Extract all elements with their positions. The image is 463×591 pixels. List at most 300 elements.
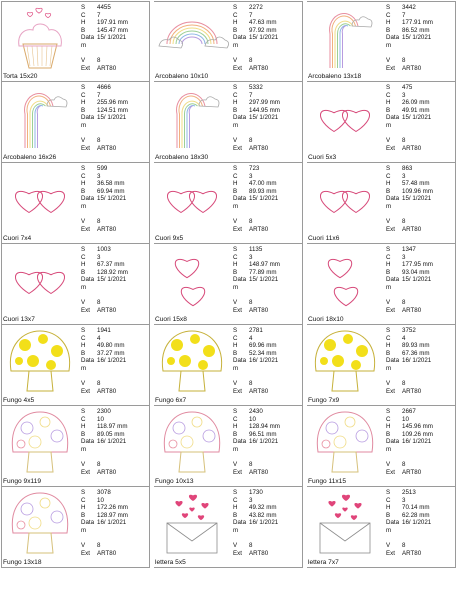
version-value: 8: [249, 299, 253, 307]
heart-left: [15, 191, 42, 212]
width-value: 77.89 mm: [249, 268, 277, 276]
design-thumbnail: [308, 165, 382, 233]
date-label: Data: [233, 438, 247, 446]
mushroom-cap: [317, 412, 372, 452]
colors-label: C: [81, 253, 86, 261]
height-value: 57.48 mm: [402, 180, 430, 188]
cap-spot: [17, 440, 25, 448]
liner-stripe: [37, 46, 38, 66]
version-label: V: [233, 57, 238, 65]
rainbow-arc: [187, 106, 195, 148]
design-name: Cuori 9x5: [155, 235, 184, 242]
date-label-cont: m: [81, 41, 87, 49]
catalog-cell-1[interactable]: [1, 1, 150, 82]
width-value: 128.92 mm: [97, 268, 128, 276]
flying-heart: [201, 503, 208, 509]
version-label: V: [233, 461, 238, 469]
design-thumbnail: [308, 84, 382, 152]
date-value: 15/ 1/2021: [402, 276, 432, 284]
stitches-label: S: [233, 327, 238, 334]
height-label: H: [233, 342, 238, 350]
date-label-cont: m: [81, 364, 87, 372]
stitches-label: S: [386, 4, 391, 11]
date-label-cont: m: [81, 121, 87, 129]
extension-label: Ext: [81, 387, 90, 395]
version-label: V: [81, 137, 86, 145]
colors-label: C: [81, 91, 86, 99]
width-label: B: [386, 106, 391, 114]
design-specs: [233, 84, 301, 152]
version-value: 8: [97, 542, 101, 550]
colors-value: 7: [97, 11, 101, 19]
date-label: Data: [81, 519, 95, 527]
width-value: 43.82 mm: [249, 511, 277, 519]
design-specs: [386, 165, 454, 233]
version-label: V: [386, 380, 391, 388]
width-label: B: [233, 511, 238, 519]
date-value: 16/ 1/2021: [402, 519, 432, 527]
heart-decoration: [27, 12, 32, 16]
extension-label: Ext: [81, 306, 90, 314]
flying-heart: [351, 515, 357, 520]
design-name: Fungo 11x15: [308, 478, 347, 485]
width-value: 86.52 mm: [402, 26, 430, 34]
date-value: 16/ 1/2021: [97, 438, 127, 446]
cap-spot: [40, 498, 50, 508]
width-label: B: [233, 268, 238, 276]
height-value: 69.96 mm: [249, 342, 277, 350]
mushroom-stem: [27, 452, 53, 472]
version-label: V: [81, 542, 86, 550]
catalog-cell-8[interactable]: [154, 163, 303, 244]
stitches-value: 3752: [402, 327, 416, 334]
width-value: 109.26 mm: [402, 430, 433, 438]
colors-label: C: [386, 11, 391, 19]
stitches-value: 1347: [402, 246, 416, 253]
colors-label: C: [386, 415, 391, 423]
catalog-cell-7[interactable]: [1, 163, 150, 244]
catalog-cell-19[interactable]: [1, 487, 150, 568]
stitches-label: S: [386, 327, 391, 334]
height-value: 89.93 mm: [402, 342, 430, 350]
colors-value: 7: [249, 11, 253, 19]
catalog-cell-9[interactable]: [307, 163, 456, 244]
height-label: H: [233, 261, 238, 269]
height-value: 67.37 mm: [97, 261, 125, 269]
colors-value: 3: [249, 253, 253, 261]
date-label: Data: [233, 276, 247, 284]
extension-value: ART80: [97, 306, 117, 314]
design-thumbnail: [3, 408, 77, 476]
height-value: 118.97 mm: [97, 423, 128, 431]
design-specs: [386, 84, 454, 152]
design-specs: [233, 246, 301, 314]
extension-label: Ext: [386, 306, 395, 314]
stitches-value: 1941: [97, 327, 111, 334]
date-label-cont: m: [386, 364, 392, 372]
height-value: 128.94 mm: [249, 423, 280, 431]
width-value: 62.28 mm: [402, 511, 430, 519]
width-label: B: [233, 187, 238, 195]
colors-label: C: [233, 496, 238, 504]
mushroom-stem: [332, 371, 358, 391]
extension-value: ART80: [402, 387, 422, 395]
version-value: 8: [402, 542, 406, 550]
height-value: 36.58 mm: [97, 180, 125, 188]
colors-value: 3: [402, 91, 406, 99]
colors-label: C: [233, 334, 238, 342]
date-label-cont: m: [233, 202, 239, 210]
stitches-value: 2430: [249, 408, 263, 415]
extension-label: Ext: [233, 225, 242, 233]
height-label: H: [81, 19, 86, 27]
cap-spot: [345, 417, 355, 427]
version-label: V: [386, 137, 391, 145]
height-label: H: [81, 261, 86, 269]
cap-spot: [51, 511, 63, 523]
version-value: 8: [249, 542, 253, 550]
catalog-cell-14[interactable]: [154, 325, 303, 406]
design-specs: [233, 327, 301, 395]
cap-spot: [203, 345, 215, 357]
design-name: Fungo 9x119: [3, 478, 42, 485]
height-label: H: [233, 99, 238, 107]
heart-top: [328, 259, 351, 277]
width-value: 69.94 mm: [97, 187, 125, 195]
rainbow-arc: [179, 34, 205, 44]
heart-top: [175, 259, 198, 277]
design-name: Arcobaleno 18x30: [155, 154, 209, 161]
version-label: V: [386, 299, 391, 307]
flying-heart: [354, 503, 361, 509]
extension-value: ART80: [249, 387, 269, 395]
colors-label: C: [233, 11, 238, 19]
height-value: 145.96 mm: [402, 423, 433, 431]
height-label: H: [386, 423, 391, 431]
cap-spot: [38, 334, 48, 344]
heart-right: [37, 272, 64, 293]
cap-spot: [27, 355, 39, 367]
design-name: Torta 15x20: [3, 73, 38, 80]
cap-spot: [21, 422, 33, 434]
cap-spot: [29, 436, 41, 448]
height-label: H: [386, 180, 391, 188]
design-thumbnail: [308, 246, 382, 314]
colors-label: C: [81, 11, 86, 19]
width-value: 89.93 mm: [249, 187, 277, 195]
design-thumbnail: [155, 408, 229, 476]
width-label: B: [81, 187, 86, 195]
width-label: B: [386, 268, 391, 276]
cap-spot: [343, 334, 353, 344]
date-value: 16/ 1/2021: [249, 519, 279, 527]
cap-spot: [356, 430, 368, 442]
colors-value: 3: [249, 172, 253, 180]
design-thumbnail: [155, 84, 229, 152]
extension-value: ART80: [249, 549, 269, 557]
design-thumbnail: [155, 246, 229, 314]
colors-value: 3: [402, 172, 406, 180]
design-name: Fungo 6x7: [155, 397, 187, 404]
version-label: V: [81, 57, 86, 65]
design-name: Arcobaleno 10x10: [155, 73, 209, 80]
extension-label: Ext: [386, 549, 395, 557]
flying-heart: [175, 501, 182, 507]
extension-label: Ext: [233, 64, 242, 72]
date-label-cont: m: [233, 445, 239, 453]
width-label: B: [81, 106, 86, 114]
version-label: V: [233, 299, 238, 307]
flying-heart: [342, 507, 347, 511]
height-label: H: [81, 342, 86, 350]
design-specs: [81, 4, 149, 72]
date-value: 15/ 1/2021: [97, 195, 127, 203]
version-value: 8: [402, 461, 406, 469]
catalog-cell-11[interactable]: [154, 244, 303, 325]
width-label: B: [233, 349, 238, 357]
extension-label: Ext: [81, 549, 90, 557]
design-name: Fungo 7x9: [308, 397, 340, 404]
date-label: Data: [386, 195, 400, 203]
width-label: B: [233, 430, 238, 438]
heart-right: [342, 110, 369, 131]
design-name: Fungo 13x18: [3, 559, 42, 566]
design-specs: [81, 246, 149, 314]
version-label: V: [81, 380, 86, 388]
version-label: V: [233, 218, 238, 226]
catalog-cell-6[interactable]: [307, 82, 456, 163]
extension-value: ART80: [97, 468, 117, 476]
version-value: 8: [402, 137, 406, 145]
cap-spot: [190, 334, 200, 344]
stitches-label: S: [233, 246, 238, 253]
extension-label: Ext: [386, 225, 395, 233]
catalog-cell-20[interactable]: [154, 487, 303, 568]
date-label-cont: m: [233, 121, 239, 129]
catalog-cell-16[interactable]: [1, 406, 150, 487]
catalog-cell-3[interactable]: [307, 1, 456, 82]
design-thumbnail: [155, 489, 229, 557]
design-thumbnail: [3, 489, 77, 557]
extension-label: Ext: [233, 306, 242, 314]
cap-spot: [17, 521, 25, 529]
version-value: 8: [249, 461, 253, 469]
date-label-cont: m: [386, 445, 392, 453]
date-value: 15/ 1/2021: [249, 195, 279, 203]
catalog-cell-4[interactable]: [1, 82, 150, 163]
date-label-cont: m: [233, 364, 239, 372]
catalog-cell-15[interactable]: [307, 325, 456, 406]
width-label: B: [386, 349, 391, 357]
design-specs: [233, 408, 301, 476]
version-value: 8: [249, 380, 253, 388]
extension-value: ART80: [402, 306, 422, 314]
stitches-value: 3078: [97, 489, 111, 496]
design-thumbnail: [3, 165, 77, 233]
date-label-cont: m: [386, 202, 392, 210]
date-label: Data: [81, 438, 95, 446]
design-thumbnail: [155, 327, 229, 395]
date-value: 15/ 1/2021: [97, 114, 127, 122]
version-label: V: [386, 461, 391, 469]
date-label-cont: m: [233, 283, 239, 291]
cupcake-frosting: [19, 24, 62, 46]
stitches-value: 2272: [249, 4, 263, 11]
stitches-label: S: [81, 246, 86, 253]
extension-value: ART80: [249, 64, 269, 72]
rainbow-arc: [184, 104, 197, 148]
stitches-label: S: [233, 489, 238, 496]
height-value: 297.99 mm: [249, 99, 280, 107]
extension-value: ART80: [249, 306, 269, 314]
date-value: 15/ 1/2021: [97, 276, 127, 284]
catalog-cell-13[interactable]: [1, 325, 150, 406]
catalog-cell-5[interactable]: [154, 82, 303, 163]
mushroom-stem: [332, 452, 358, 472]
width-value: 144.95 mm: [249, 106, 280, 114]
height-label: H: [233, 423, 238, 431]
date-label: Data: [386, 438, 400, 446]
mushroom-cap: [12, 412, 67, 452]
colors-label: C: [386, 172, 391, 180]
colors-label: C: [386, 91, 391, 99]
date-label: Data: [81, 357, 95, 365]
date-value: 15/ 1/2021: [402, 34, 432, 42]
design-thumbnail: [155, 4, 229, 72]
cap-spot: [21, 503, 33, 515]
rainbow-arc: [340, 26, 348, 68]
cap-spot: [334, 436, 346, 448]
extension-label: Ext: [81, 225, 90, 233]
date-label: Data: [233, 195, 247, 203]
extension-label: Ext: [233, 144, 242, 152]
extension-value: ART80: [402, 468, 422, 476]
design-specs: [233, 165, 301, 233]
colors-label: C: [233, 253, 238, 261]
colors-value: 10: [402, 415, 409, 423]
version-value: 8: [97, 57, 101, 65]
date-label: Data: [386, 114, 400, 122]
envelope-body: [320, 523, 370, 553]
date-value: 16/ 1/2021: [402, 438, 432, 446]
date-value: 16/ 1/2021: [249, 357, 279, 365]
version-label: V: [233, 137, 238, 145]
date-value: 16/ 1/2021: [249, 438, 279, 446]
stitches-label: S: [233, 4, 238, 11]
width-value: 52.34 mm: [249, 349, 277, 357]
design-thumbnail: [308, 408, 382, 476]
width-value: 145.47 mm: [97, 26, 128, 34]
catalog-cell-2[interactable]: [154, 1, 303, 82]
version-value: 8: [249, 57, 253, 65]
date-label-cont: m: [386, 526, 392, 534]
design-thumbnail: [3, 246, 77, 314]
colors-label: C: [386, 334, 391, 342]
design-catalog-sheet: [1, 1, 461, 585]
height-label: H: [233, 19, 238, 27]
design-name: Cuori 13x7: [3, 316, 35, 323]
extension-label: Ext: [386, 387, 395, 395]
heart-decoration: [36, 8, 42, 13]
liner-stripe: [32, 46, 34, 66]
stitches-value: 3442: [402, 4, 416, 11]
catalog-cell-12[interactable]: [307, 244, 456, 325]
height-label: H: [386, 261, 391, 269]
design-name: Cuori 11x6: [308, 235, 340, 242]
width-value: 109.96 mm: [402, 187, 433, 195]
stitches-value: 863: [402, 165, 413, 172]
catalog-cell-18[interactable]: [307, 406, 456, 487]
date-value: 15/ 1/2021: [249, 34, 279, 42]
design-specs: [233, 4, 301, 72]
rainbow-arc: [35, 106, 43, 148]
width-label: B: [233, 26, 238, 34]
catalog-cell-21[interactable]: [307, 487, 456, 568]
catalog-cell-17[interactable]: [154, 406, 303, 487]
stitches-value: 1135: [249, 246, 263, 253]
colors-value: 3: [402, 496, 406, 504]
stitches-label: S: [81, 165, 86, 172]
catalog-cell-10[interactable]: [1, 244, 150, 325]
design-name: Cuori 18x10: [308, 316, 344, 323]
flying-heart: [198, 515, 204, 520]
width-value: 67.36 mm: [402, 349, 430, 357]
colors-value: 3: [249, 496, 253, 504]
colors-label: C: [233, 415, 238, 423]
extension-value: ART80: [249, 144, 269, 152]
stitches-value: 599: [97, 165, 108, 172]
height-value: 172.26 mm: [97, 504, 128, 512]
stitches-value: 2300: [97, 408, 111, 415]
rainbow-arc: [337, 24, 350, 68]
design-thumbnail: [3, 327, 77, 395]
colors-value: 10: [97, 415, 104, 423]
design-thumbnail: [155, 165, 229, 233]
date-value: 16/ 1/2021: [97, 519, 127, 527]
design-thumbnail: [3, 4, 77, 72]
design-name: lettera 5x5: [155, 559, 186, 566]
colors-value: 4: [402, 334, 406, 342]
cap-spot: [181, 436, 193, 448]
height-value: 177.95 mm: [402, 261, 433, 269]
flying-heart: [328, 501, 335, 507]
extension-label: Ext: [386, 144, 395, 152]
width-value: 89.05 mm: [97, 430, 125, 438]
mushroom-cap: [164, 412, 219, 452]
extension-label: Ext: [81, 64, 90, 72]
flying-heart: [189, 507, 194, 511]
date-value: 16/ 1/2021: [402, 357, 432, 365]
heart-right: [342, 191, 369, 212]
version-value: 8: [249, 137, 253, 145]
date-value: 15/ 1/2021: [249, 276, 279, 284]
height-value: 255.96 mm: [97, 99, 128, 107]
stitches-label: S: [81, 84, 86, 91]
stitches-label: S: [233, 408, 238, 415]
design-specs: [81, 165, 149, 233]
colors-label: C: [81, 415, 86, 423]
colors-value: 3: [97, 253, 101, 261]
date-label: Data: [233, 34, 247, 42]
date-label: Data: [233, 357, 247, 365]
heart-left: [15, 272, 42, 293]
cap-spot: [51, 345, 63, 357]
design-name: lettera 7x7: [308, 559, 339, 566]
design-specs: [386, 408, 454, 476]
cap-spot: [51, 430, 63, 442]
width-value: 49.91 mm: [402, 106, 430, 114]
extension-value: ART80: [402, 64, 422, 72]
